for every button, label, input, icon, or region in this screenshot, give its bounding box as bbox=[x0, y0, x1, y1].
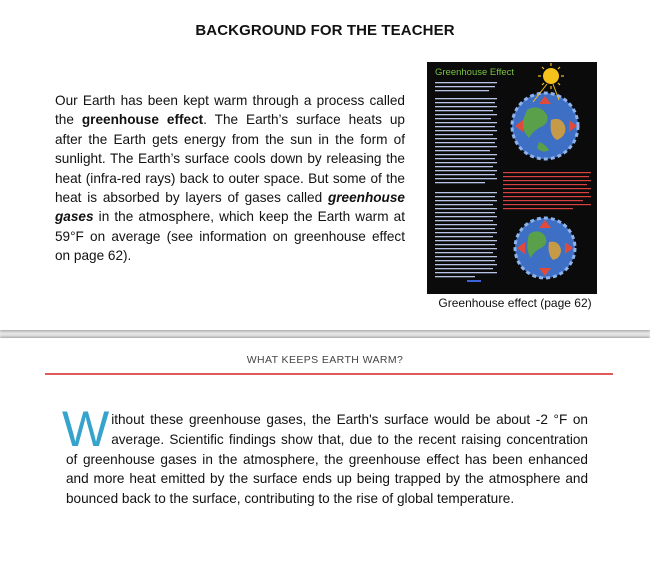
paragraph-text: in the atmosphere, which keep the Earth warm at 59°F on average (see information on greenhouse effect on page 62). bbox=[55, 209, 405, 264]
earth-warm-paragraph bbox=[62, 401, 588, 509]
poster-illustration bbox=[427, 62, 597, 294]
greenhouse-effect-poster bbox=[427, 62, 597, 294]
poster-title: Greenhouse Effect bbox=[435, 67, 515, 78]
term-greenhouse-gases: greenhouse gases bbox=[55, 190, 405, 225]
drop-cap: W bbox=[62, 401, 110, 457]
paragraph-text: Our Earth has been kept warm through a process called the bbox=[55, 93, 405, 128]
paragraph-text: . The Earth’s surface heats up after the Earth gets energy from the sun in the form of sunlight. The Earth’s surface cools down by releasing the heat (infra-red rays) back to outer space. But some of the heat is absorbed by layers of gases called bbox=[55, 112, 405, 206]
page-title: BACKGROUND FOR THE TEACHER bbox=[195, 22, 455, 39]
paragraph-text: ithout these greenhouse gases, the Earth's surface would be about -2 °F on average. Scientific findings show that, due to the recent raising concentration of greenhouse gases in the atmosphere, the greenhouse effect has been enhanced and more heat emitted by the surface ends up being trapped by the atmosphere and bounced back to the surface, contributing to the rise of global temperature. bbox=[66, 412, 588, 507]
earth-icon bbox=[512, 93, 578, 159]
earth-warm-page bbox=[0, 338, 650, 568]
figure-caption: Greenhouse effect (page 62) bbox=[438, 296, 592, 310]
poster-link-mark bbox=[467, 280, 481, 282]
section-title: WHAT KEEPS EARTH WARM? bbox=[246, 354, 404, 366]
section-divider bbox=[45, 373, 613, 375]
term-greenhouse-effect: greenhouse effect bbox=[81, 112, 204, 128]
earth-icon bbox=[515, 218, 575, 278]
background-paragraph bbox=[55, 91, 405, 266]
